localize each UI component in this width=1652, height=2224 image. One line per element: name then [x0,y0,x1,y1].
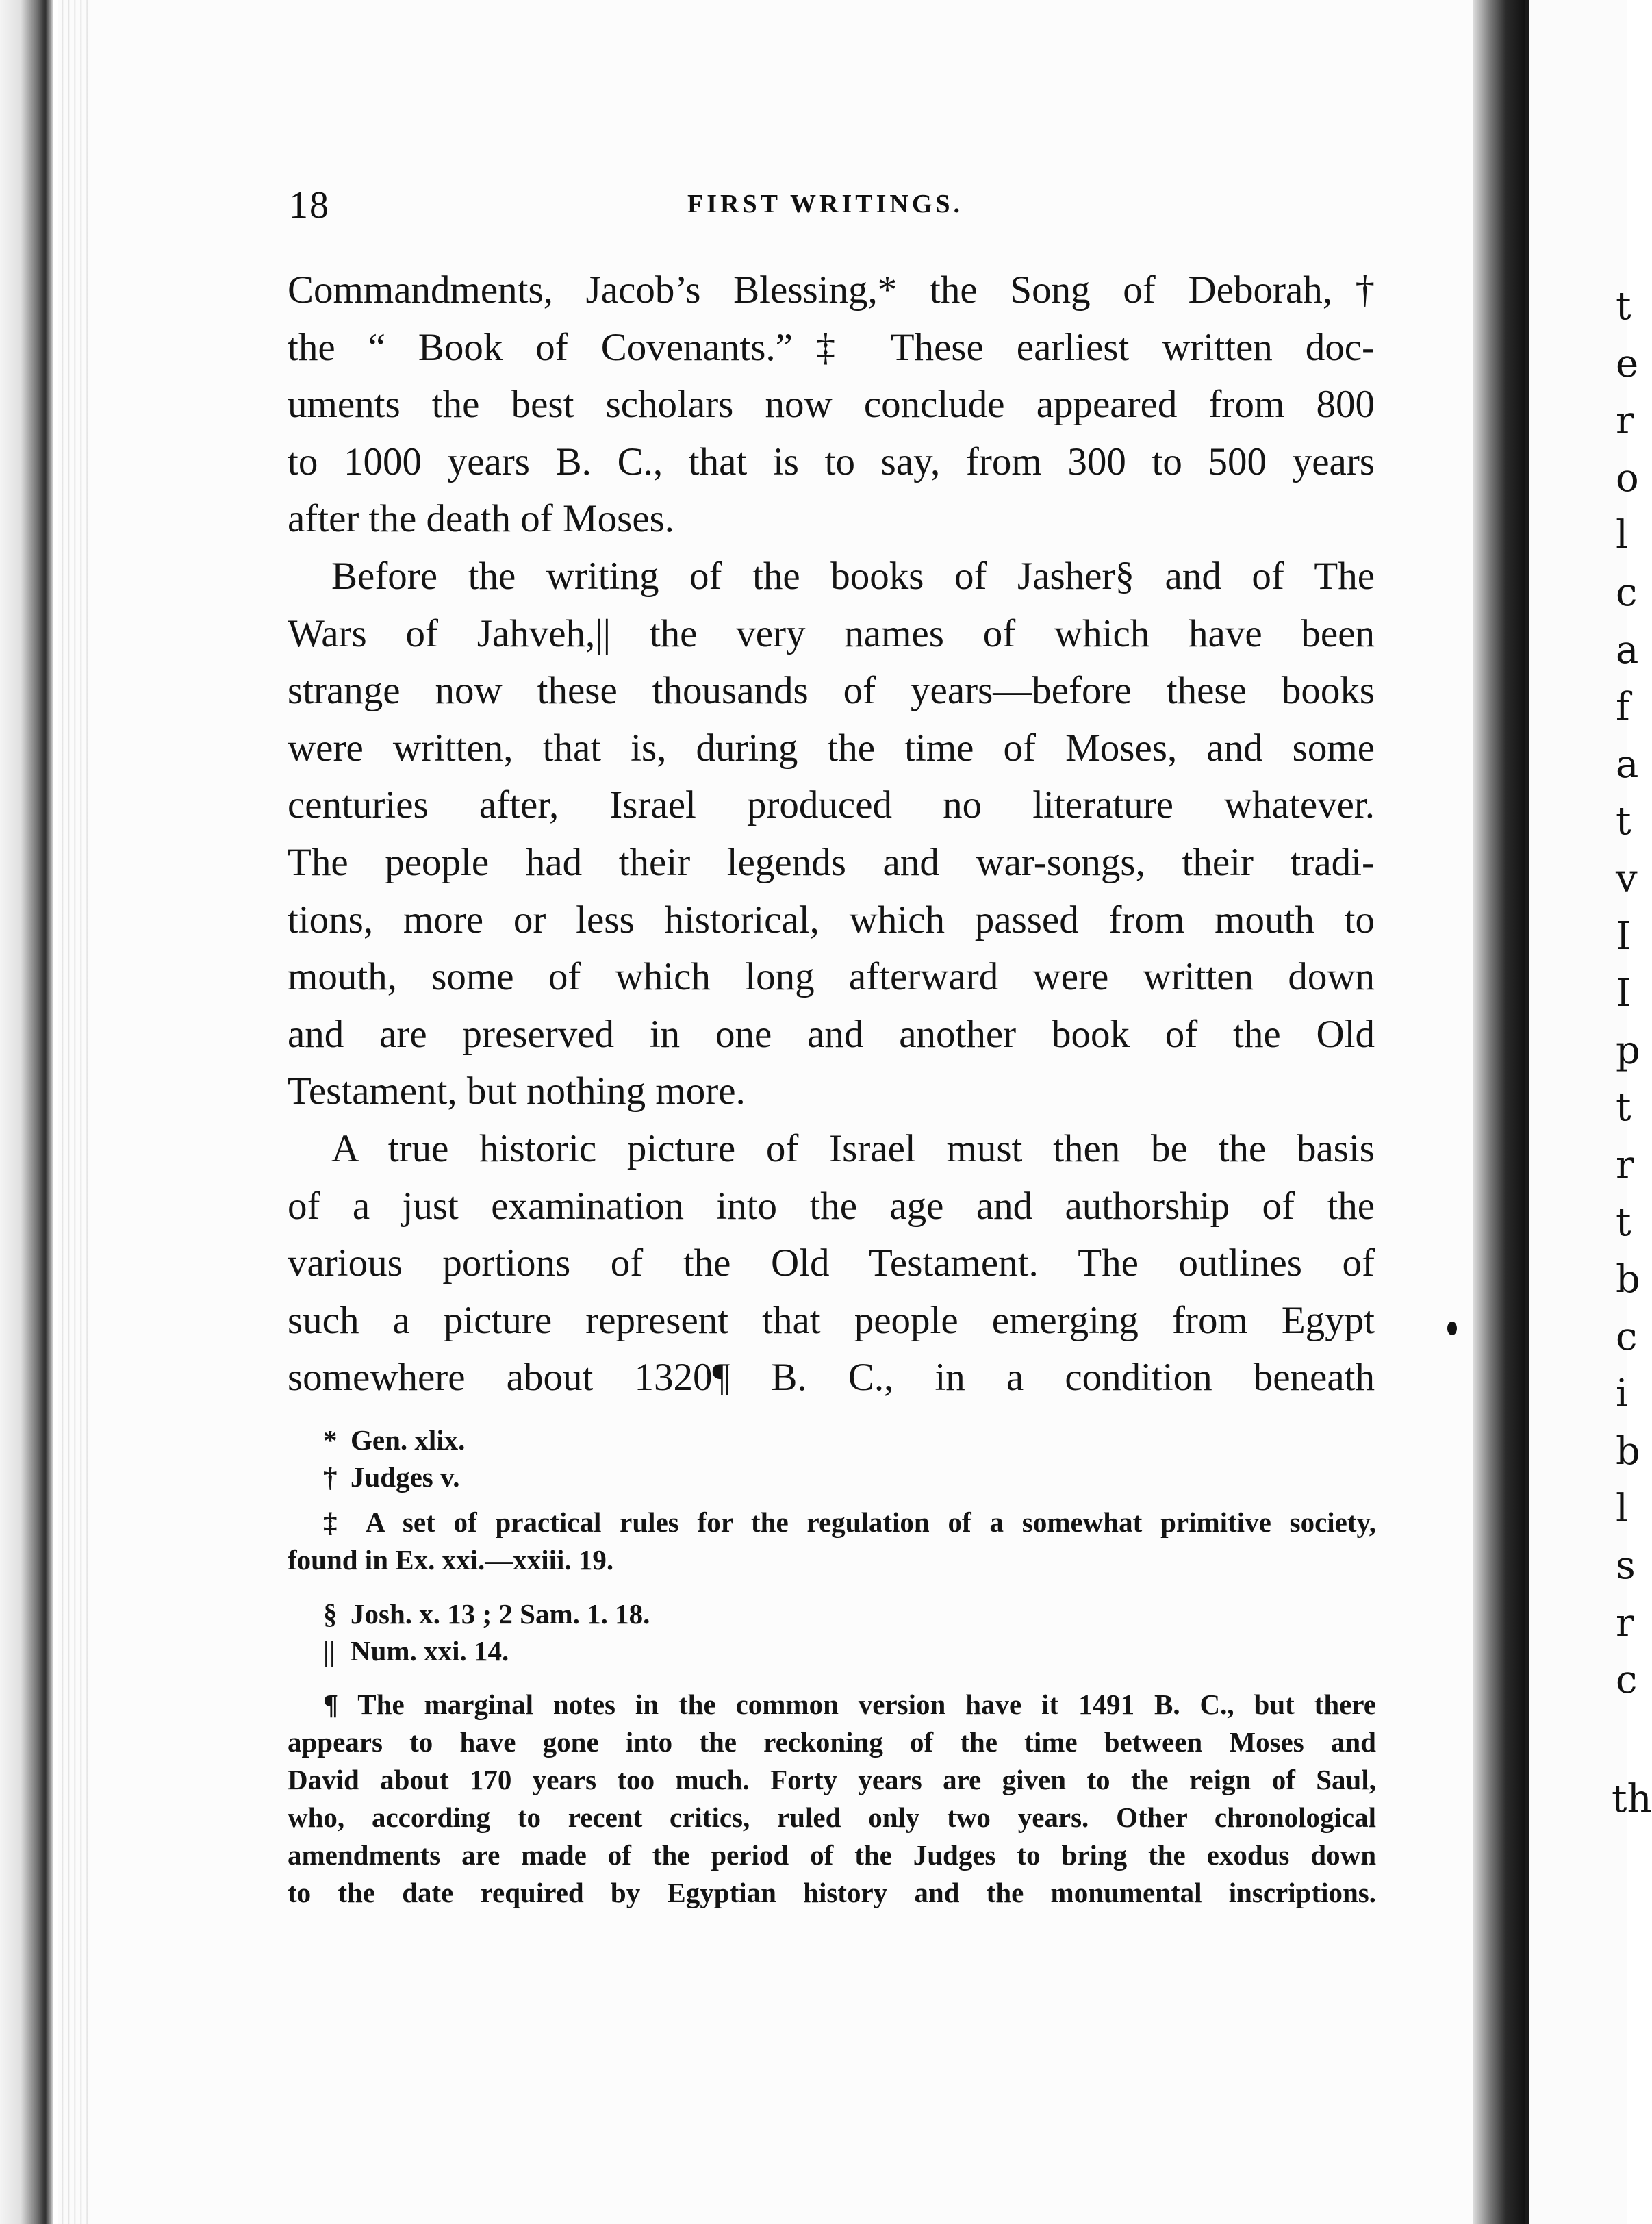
adjacent-page-glyph: t [1616,284,1631,329]
footnote-symbol: † [323,1461,338,1493]
paragraph-1 [288,262,1375,548]
adjacent-page-glyph: c [1616,570,1638,615]
text-line: Wars of Jahveh,|| the very names of which have been [288,611,1375,655]
adjacent-page-glyph: s [1616,1543,1636,1589]
text-line: after the death of Moses. [288,497,675,541]
footnote-line: found in Ex. xxi.—xxiii. 19. [288,1544,614,1576]
adjacent-page-glyph: t [1616,799,1631,844]
footnote-symbol: § [323,1598,338,1630]
adjacent-page-glyph: a [1616,742,1639,787]
text-line: Before the writing of the books of Jasher§ and of The [331,554,1375,598]
footnote-parallel [288,1632,1376,1669]
binding-gutter [0,0,53,2224]
adjacent-page-glyph: r [1616,399,1634,444]
text-line: to 1000 years B. C., that is to say, from 300 to 500 years [288,440,1375,483]
adjacent-page-glyph: c [1616,1658,1638,1703]
footnote-text: Judges v. [351,1461,460,1493]
page-fold-shadow [1473,0,1525,2224]
text-line: strange now these thousands of years—before these books [288,669,1375,713]
body-text [288,262,1375,1406]
text-line: centuries after, Israel produced no literature whatever. [288,783,1375,827]
chapter-title: FIRST WRITINGS. [687,190,964,218]
page-edge-lines [58,0,90,2224]
text-line: of a just examination into the age and authorship of the [288,1184,1375,1228]
text-line: somewhere about 1320¶ B. C., in a condition beneath [288,1356,1375,1400]
text-line: various portions of the Old Testament. The outlines of [288,1241,1375,1285]
footnote-text: Josh. x. 13 ; 2 Sam. 1. 18. [351,1598,650,1630]
text-line: and are preserved in one and another book of the Old [288,1012,1375,1056]
paragraph-3 [288,1120,1375,1406]
paragraph-2 [288,548,1375,1120]
footnote-line: who, according to recent critics, ruled only two years. Other chronological [288,1802,1376,1833]
running-head [289,184,1375,225]
adjacent-page-glyph: f [1616,685,1630,730]
text-line: were written, that is, during the time of Moses, and some [288,726,1375,770]
adjacent-page-glyph: b [1616,1257,1640,1302]
adjacent-page-glyph: p [1616,1028,1640,1073]
footnote-line: amendments are made of the period of the Judges to bring the exodus down [288,1839,1376,1871]
footnote-line: appears to have gone into the reckoning of the time between Moses and [288,1726,1376,1758]
adjacent-page-glyph: o [1616,455,1639,501]
footnote-pilcrow [288,1686,1376,1912]
adjacent-page-glyph: e [1616,341,1639,386]
adjacent-page-glyph: I [1616,971,1631,1016]
text-line: the “ Book of Covenants.”‡ These earliest written doc- [288,325,1375,369]
adjacent-page-glyph: th [1612,1777,1652,1821]
adjacent-page-glyph: a [1616,627,1639,672]
footnote-symbol: * [323,1424,338,1456]
adjacent-page-glyph: v [1616,857,1638,901]
footnote-line: to the date required by Egyptian history and the monumental inscriptions. [288,1877,1376,1908]
adjacent-page-glyph: c [1616,1314,1638,1359]
adjacent-page-glyph: r [1616,1143,1634,1187]
adjacent-page-glyph: l [1616,513,1628,558]
adjacent-page-glyph: t [1616,1200,1631,1245]
text-line: such a picture represent that people emerging from Egypt [288,1298,1375,1342]
adjacent-page-glyph: b [1616,1429,1640,1474]
text-line: The people had their legends and war-songs, their tradi- [288,840,1375,884]
text-line: Testament, but nothing more. [288,1070,746,1113]
adjacent-page-glyph: t [1616,1085,1631,1130]
footnote-line: ‡ A set of practical rules for the regulation of a somewhat primitive society, [323,1506,1376,1538]
text-line: tions, more or less historical, which passed from mouth to [288,898,1375,942]
text-line: uments the best scholars now conclude appeared from 800 [288,383,1375,427]
text-line: mouth, some of which long afterward were written down [288,955,1375,999]
footnote-star [288,1421,1376,1458]
adjacent-page-glyph: i [1616,1372,1628,1417]
text-line: Commandments, Jacob’s Blessing,* the Song of Deborah,† [288,268,1375,312]
footnote-text: Num. xxi. 14. [351,1635,509,1667]
adjacent-page-glyph: r [1616,1600,1634,1645]
ink-spot [1447,1322,1457,1335]
footnote-section [288,1595,1376,1632]
footnote-text: Gen. xlix. [351,1424,466,1456]
footnote-symbol: || [323,1635,336,1667]
text-line: A true historic picture of Israel must then be the basis [331,1126,1375,1170]
footnotes [288,1421,1376,1912]
page-number: 18 [289,184,330,227]
adjacent-page-glyph: l [1616,1486,1628,1531]
adjacent-page-glyph: I [1616,913,1631,959]
footnote-line: ¶ The marginal notes in the common version have it 1491 B. C., but there [323,1689,1376,1720]
adjacent-page-sliver [1525,0,1652,2224]
footnote-double-dagger [288,1504,1376,1579]
footnote-dagger [288,1458,1376,1495]
footnote-line: David about 170 years too much. Forty years are given to the reign of Saul, [288,1764,1376,1795]
